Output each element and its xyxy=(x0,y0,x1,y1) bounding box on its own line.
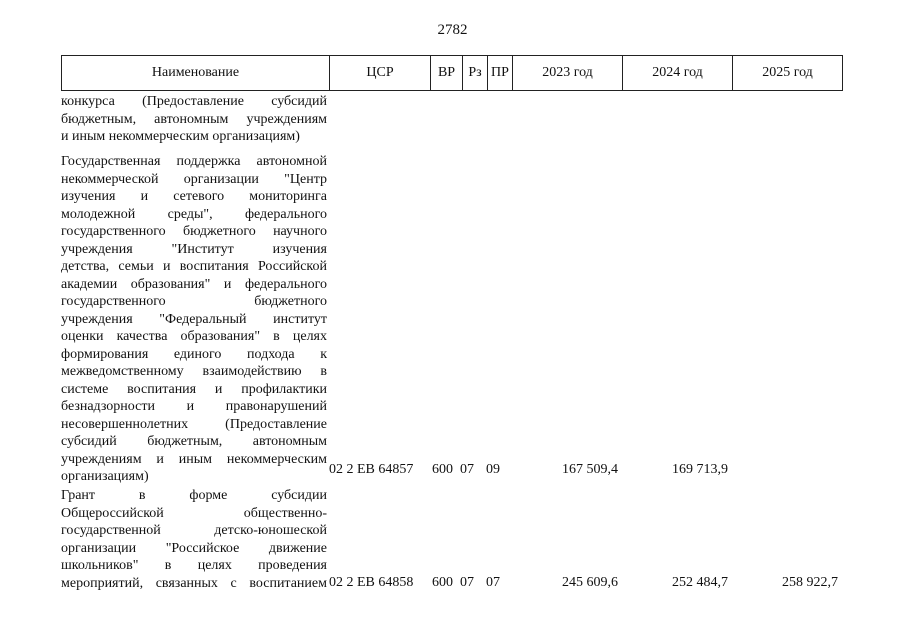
row-vr: 600 xyxy=(432,575,453,590)
row-line: учреждения "Федеральный институт xyxy=(61,311,327,327)
header-name: Наименование xyxy=(62,56,330,91)
header-2023: 2023 год xyxy=(513,56,623,91)
row-line: несовершеннолетних (Предоставление xyxy=(61,416,327,432)
row-line: Государственная поддержка автономной xyxy=(61,154,327,169)
row-line: безнадзорности и правонарушений xyxy=(61,399,327,414)
row-2025: 258 922,7 xyxy=(782,575,838,590)
row-line: конкурса (Предоставление субсидий xyxy=(61,94,327,109)
row-line: мероприятий, связанных с воспитанием xyxy=(61,575,327,591)
row-line: оценки качества образования" в целях xyxy=(61,329,327,344)
row-line: Общероссийской общественно- xyxy=(61,505,327,521)
row-line: государственной детско-юношеской xyxy=(61,523,327,538)
row-pr: 07 xyxy=(486,575,500,590)
row-pr: 09 xyxy=(486,462,500,477)
header-csr: ЦСР xyxy=(330,56,431,91)
header-pr: ПР xyxy=(488,56,513,91)
row-rz: 07 xyxy=(460,575,474,590)
row-line: учреждения "Институт изучения xyxy=(61,241,327,257)
row-line: школьников" в целях проведения xyxy=(61,558,327,573)
row-line: организации "Российское движение xyxy=(61,540,327,556)
row-line: субсидий бюджетным, автономным xyxy=(61,434,327,449)
row-line: государственного бюджетного xyxy=(61,294,327,309)
row-2024: 252 484,7 xyxy=(672,575,728,590)
row-vr: 600 xyxy=(432,462,453,477)
row-name xyxy=(61,153,327,486)
row-rz: 07 xyxy=(460,462,474,477)
row-line: молодежной среды", федерального xyxy=(61,206,327,222)
row-name xyxy=(61,93,327,146)
row-line: системе воспитания и профилактики xyxy=(61,381,327,397)
row-2023: 245 609,6 xyxy=(562,575,618,590)
row-line: Грант в форме субсидии xyxy=(61,488,327,503)
page-number: 2782 xyxy=(437,22,468,38)
row-line: межведомственному взаимодействию в xyxy=(61,364,327,379)
row-line: некоммерческой организации "Центр xyxy=(61,171,327,187)
header-2024: 2024 год xyxy=(623,56,733,91)
header-vr: ВР xyxy=(431,56,463,91)
row-line: академии образования" и федерального xyxy=(61,276,327,292)
row-line: государственного бюджетного научного xyxy=(61,224,327,239)
row-csr: 02 2 ЕВ 64857 xyxy=(329,462,414,477)
row-line: формирования единого подхода к xyxy=(61,346,327,362)
row-line: организациям) xyxy=(61,469,149,484)
row-name xyxy=(61,487,327,592)
row-line: и иным некоммерческим организациям) xyxy=(61,129,300,144)
row-line: детства, семьи и воспитания Российской xyxy=(61,259,327,274)
row-line: учреждениям и иным некоммерческим xyxy=(61,451,327,467)
row-line: изучения и сетевого мониторинга xyxy=(61,189,327,204)
row-2023: 167 509,4 xyxy=(562,462,618,477)
row-2024: 169 713,9 xyxy=(672,462,728,477)
header-rz: Рз xyxy=(463,56,488,91)
table-header xyxy=(61,55,843,91)
row-csr: 02 2 ЕВ 64858 xyxy=(329,575,414,590)
header-2025: 2025 год xyxy=(733,56,843,91)
row-line: бюджетным, автономным учреждениям xyxy=(61,111,327,127)
